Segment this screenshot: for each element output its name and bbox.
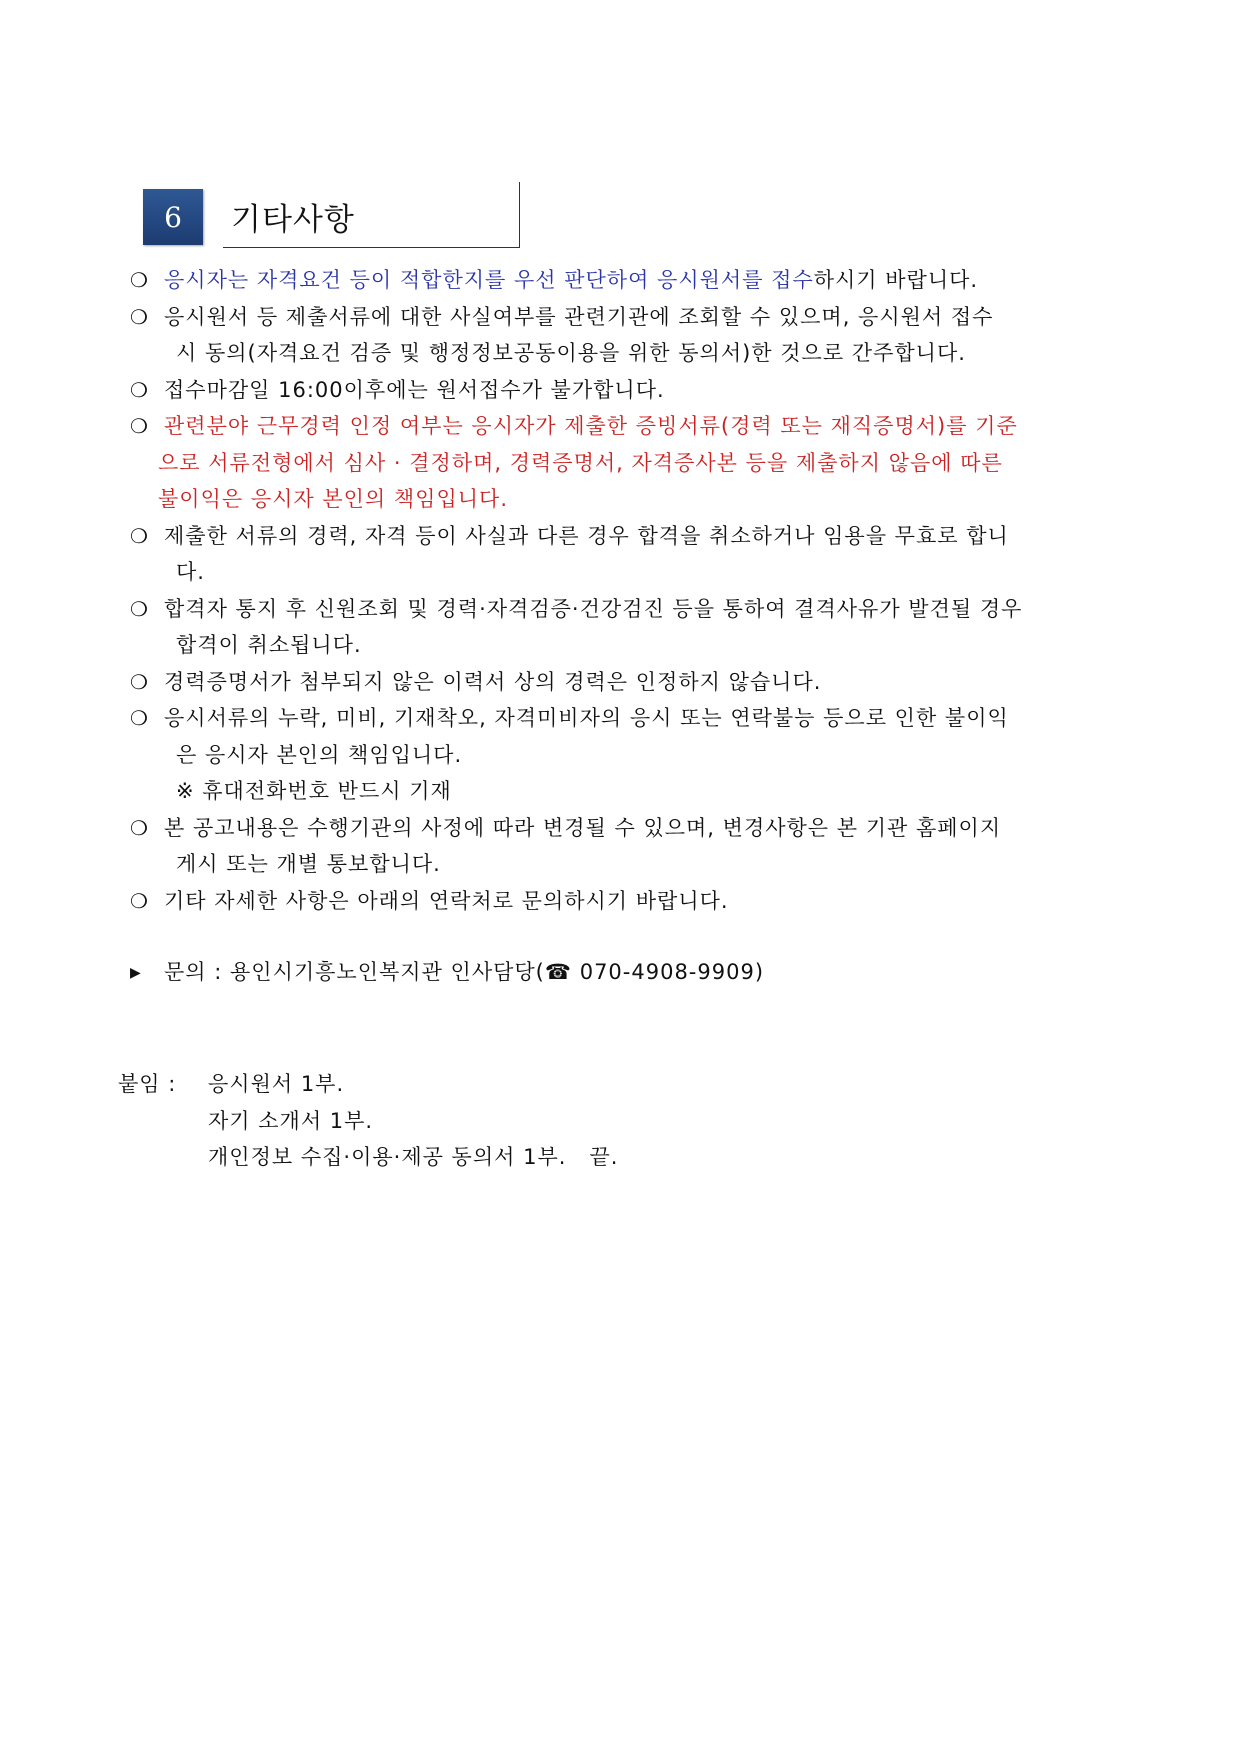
note-text: ※ 휴대전화번호 반드시 기재 <box>176 779 452 803</box>
list-item <box>130 518 1120 591</box>
attachment-row <box>118 1139 618 1176</box>
list-item <box>130 810 1120 883</box>
circle-bullet-icon: ❍ <box>130 706 149 730</box>
list-item-text: 합격자 통지 후 신원조회 및 경력·자격검증·건강검진 등을 통하여 결격사유가 발견될 경우 <box>164 596 1023 621</box>
list-item <box>130 664 1120 701</box>
list-item <box>130 262 1120 299</box>
list-item-continuation: 게시 또는 개별 통보합니다. <box>176 852 441 876</box>
list-item <box>130 883 1120 920</box>
circle-bullet-icon: ❍ <box>130 414 149 438</box>
list-item-text: 기타 자세한 사항은 아래의 연락처로 문의하시기 바랍니다. <box>164 888 729 913</box>
list-item-text: 본 공고내용은 수행기관의 사정에 따라 변경될 수 있으며, 변경사항은 본 기관 홈페이지 <box>164 815 1002 840</box>
circle-bullet-icon: ❍ <box>130 304 149 329</box>
list-item <box>130 299 1120 372</box>
section-header <box>143 182 520 248</box>
attachment-item: 자기 소개서 1부. <box>208 1108 374 1133</box>
circle-bullet-icon: ❍ <box>130 815 149 840</box>
highlight-red-text: 관련분야 근무경력 인정 여부는 응시자가 제출한 증빙서류(경력 또는 재직증명서)를 기준 <box>164 414 1018 438</box>
list-item <box>130 700 1120 810</box>
plain-text: 하시기 바랍니다. <box>813 268 979 292</box>
list-item-text: 응시서류의 누락, 미비, 기재착오, 자격미비자의 응시 또는 연락불능 등으로 인한 불이익 <box>164 706 1009 730</box>
list-item-continuation: 시 동의(자격요건 검증 및 행정정보공동이용을 위한 동의서)한 것으로 간주합니다. <box>176 341 966 365</box>
section-number-badge: 6 <box>143 189 203 245</box>
list-item-continuation: 은 응시자 본인의 책임입니다. <box>176 742 463 767</box>
circle-bullet-icon: ❍ <box>130 669 149 694</box>
section-underline <box>223 247 520 248</box>
list-item <box>130 372 1120 409</box>
section-title: 기타사항 <box>231 202 355 238</box>
attachments-block <box>118 1066 618 1176</box>
attachment-item: 응시원서 1부. <box>208 1072 345 1096</box>
list-item <box>130 591 1120 664</box>
list-item-continuation: 다. <box>176 560 205 584</box>
notice-list <box>130 262 1120 919</box>
end-mark: 끝. <box>589 1145 619 1169</box>
list-item-text: 경력증명서가 첨부되지 않은 이력서 상의 경력은 인정하지 않습니다. <box>164 669 822 694</box>
circle-bullet-icon: ❍ <box>130 596 149 621</box>
highlight-blue-text: 응시자는 자격요건 등이 적합한지를 우선 판단하여 응시원서를 접수 <box>164 268 814 292</box>
highlight-red-text: 으로 서류전형에서 심사 · 결정하며, 경력증명서, 자격증사본 등을 제출하지 않음에 따른 <box>158 450 1003 475</box>
circle-bullet-icon: ❍ <box>130 377 149 402</box>
list-item-text: 응시원서 등 제출서류에 대한 사실여부를 관련기관에 조회할 수 있으며, 응시원서 접수 <box>164 304 994 329</box>
list-item-text <box>164 262 1120 299</box>
section-right-border <box>519 182 520 248</box>
triangle-marker-icon: ▶ <box>130 965 142 981</box>
attachment-item: 개인정보 수집·이용·제공 동의서 1부. <box>208 1145 567 1169</box>
list-item <box>130 408 1120 518</box>
list-item-continuation: 합격이 취소됩니다. <box>176 633 362 657</box>
inquiry-text: 문의 : 용인시기흥노인복지관 인사담당(☎ 070-4908-9909) <box>164 960 765 984</box>
circle-bullet-icon: ❍ <box>130 523 149 548</box>
list-item-text: 제출한 서류의 경력, 자격 등이 사실과 다른 경우 합격을 취소하거나 임용을 무효로 합니 <box>164 523 1009 548</box>
circle-bullet-icon: ❍ <box>130 268 149 292</box>
circle-bullet-icon: ❍ <box>130 888 149 913</box>
attachment-row <box>118 1066 618 1103</box>
highlight-red-text: 불이익은 응시자 본인의 책임입니다. <box>158 487 508 511</box>
attachments-label: 붙임 : <box>118 1072 177 1096</box>
inquiry-line <box>130 956 764 986</box>
list-item-text: 접수마감일 16:00이후에는 원서접수가 불가합니다. <box>164 377 665 402</box>
